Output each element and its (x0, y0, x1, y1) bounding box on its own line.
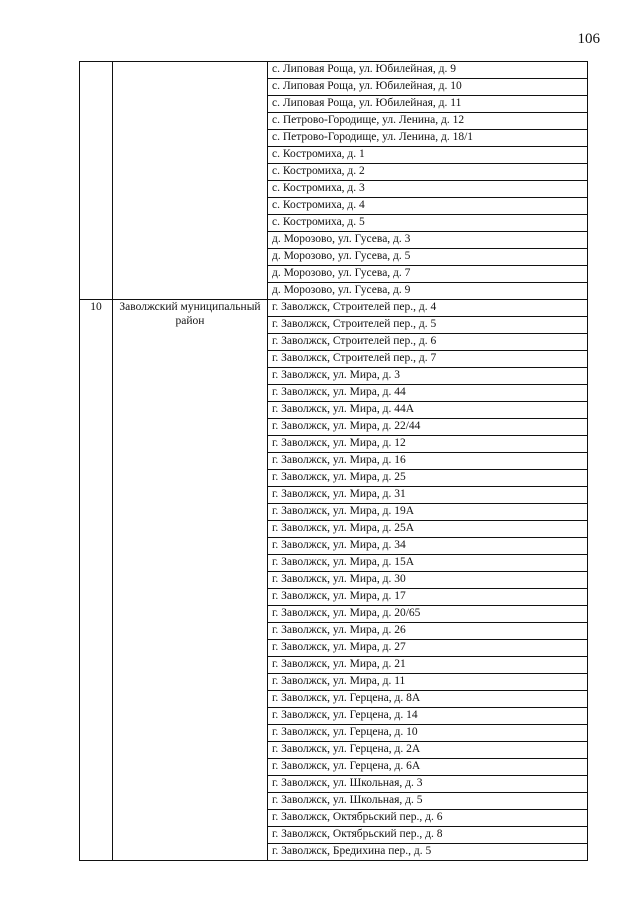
address-cell: г. Заволжск, Октябрьский пер., д. 6 (268, 810, 588, 827)
address-cell: с. Петрово-Городище, ул. Ленина, д. 18/1 (268, 130, 588, 147)
address-cell: г. Заволжск, Строителей пер., д. 7 (268, 351, 588, 368)
address-cell: г. Заволжск, ул. Мира, д. 30 (268, 572, 588, 589)
address-cell: г. Заволжск, ул. Мира, д. 44 (268, 385, 588, 402)
page-number: 106 (577, 31, 600, 47)
address-cell: д. Морозово, ул. Гусева, д. 3 (268, 232, 588, 249)
address-cell: г. Заволжск, ул. Герцена, д. 14 (268, 708, 588, 725)
address-cell: д. Морозово, ул. Гусева, д. 9 (268, 283, 588, 300)
address-cell: г. Заволжск, ул. Мира, д. 31 (268, 487, 588, 504)
address-cell: г. Заволжск, ул. Мира, д. 3 (268, 368, 588, 385)
address-cell: с. Костромиха, д. 4 (268, 198, 588, 215)
district-cell: Заволжский муниципальный район (113, 300, 268, 861)
table-row (80, 300, 588, 317)
address-cell: г. Заволжск, ул. Мира, д. 25А (268, 521, 588, 538)
address-cell: д. Морозово, ул. Гусева, д. 7 (268, 266, 588, 283)
address-cell: г. Заволжск, ул. Мира, д. 17 (268, 589, 588, 606)
address-cell: г. Заволжск, ул. Герцена, д. 2А (268, 742, 588, 759)
address-cell: г. Заволжск, ул. Мира, д. 12 (268, 436, 588, 453)
address-cell: г. Заволжск, Октябрьский пер., д. 8 (268, 827, 588, 844)
address-cell: г. Заволжск, ул. Мира, д. 44А (268, 402, 588, 419)
address-cell: с. Липовая Роща, ул. Юбилейная, д. 10 (268, 79, 588, 96)
address-cell: с. Липовая Роща, ул. Юбилейная, д. 9 (268, 62, 588, 79)
address-cell: с. Костромиха, д. 2 (268, 164, 588, 181)
address-cell: г. Заволжск, Бредихина пер., д. 5 (268, 844, 588, 861)
address-table-body (80, 62, 588, 861)
address-cell: г. Заволжск, ул. Мира, д. 26 (268, 623, 588, 640)
address-cell: г. Заволжск, ул. Мира, д. 15А (268, 555, 588, 572)
address-cell: г. Заволжск, ул. Школьная, д. 3 (268, 776, 588, 793)
address-cell: с. Петрово-Городище, ул. Ленина, д. 12 (268, 113, 588, 130)
address-cell: г. Заволжск, ул. Мира, д. 20/65 (268, 606, 588, 623)
row-number-cell: 10 (80, 300, 113, 861)
address-cell: г. Заволжск, Строителей пер., д. 4 (268, 300, 588, 317)
address-cell: г. Заволжск, ул. Мира, д. 11 (268, 674, 588, 691)
address-cell: г. Заволжск, ул. Школьная, д. 5 (268, 793, 588, 810)
address-cell: г. Заволжск, ул. Герцена, д. 8А (268, 691, 588, 708)
table-row (80, 62, 588, 79)
address-cell: г. Заволжск, ул. Мира, д. 25 (268, 470, 588, 487)
address-cell: г. Заволжск, ул. Герцена, д. 10 (268, 725, 588, 742)
address-cell: с. Липовая Роща, ул. Юбилейная, д. 11 (268, 96, 588, 113)
address-cell: г. Заволжск, ул. Мира, д. 19А (268, 504, 588, 521)
address-cell: г. Заволжск, ул. Герцена, д. 6А (268, 759, 588, 776)
address-cell: г. Заволжск, Строителей пер., д. 5 (268, 317, 588, 334)
row-number-cell (80, 62, 113, 300)
address-table (79, 61, 588, 861)
address-cell: г. Заволжск, Строителей пер., д. 6 (268, 334, 588, 351)
address-cell: с. Костромиха, д. 3 (268, 181, 588, 198)
address-cell: г. Заволжск, ул. Мира, д. 16 (268, 453, 588, 470)
district-cell (113, 62, 268, 300)
address-cell: с. Костромиха, д. 1 (268, 147, 588, 164)
address-cell: д. Морозово, ул. Гусева, д. 5 (268, 249, 588, 266)
address-cell: г. Заволжск, ул. Мира, д. 22/44 (268, 419, 588, 436)
address-cell: г. Заволжск, ул. Мира, д. 34 (268, 538, 588, 555)
address-cell: с. Костромиха, д. 5 (268, 215, 588, 232)
address-cell: г. Заволжск, ул. Мира, д. 27 (268, 640, 588, 657)
address-cell: г. Заволжск, ул. Мира, д. 21 (268, 657, 588, 674)
